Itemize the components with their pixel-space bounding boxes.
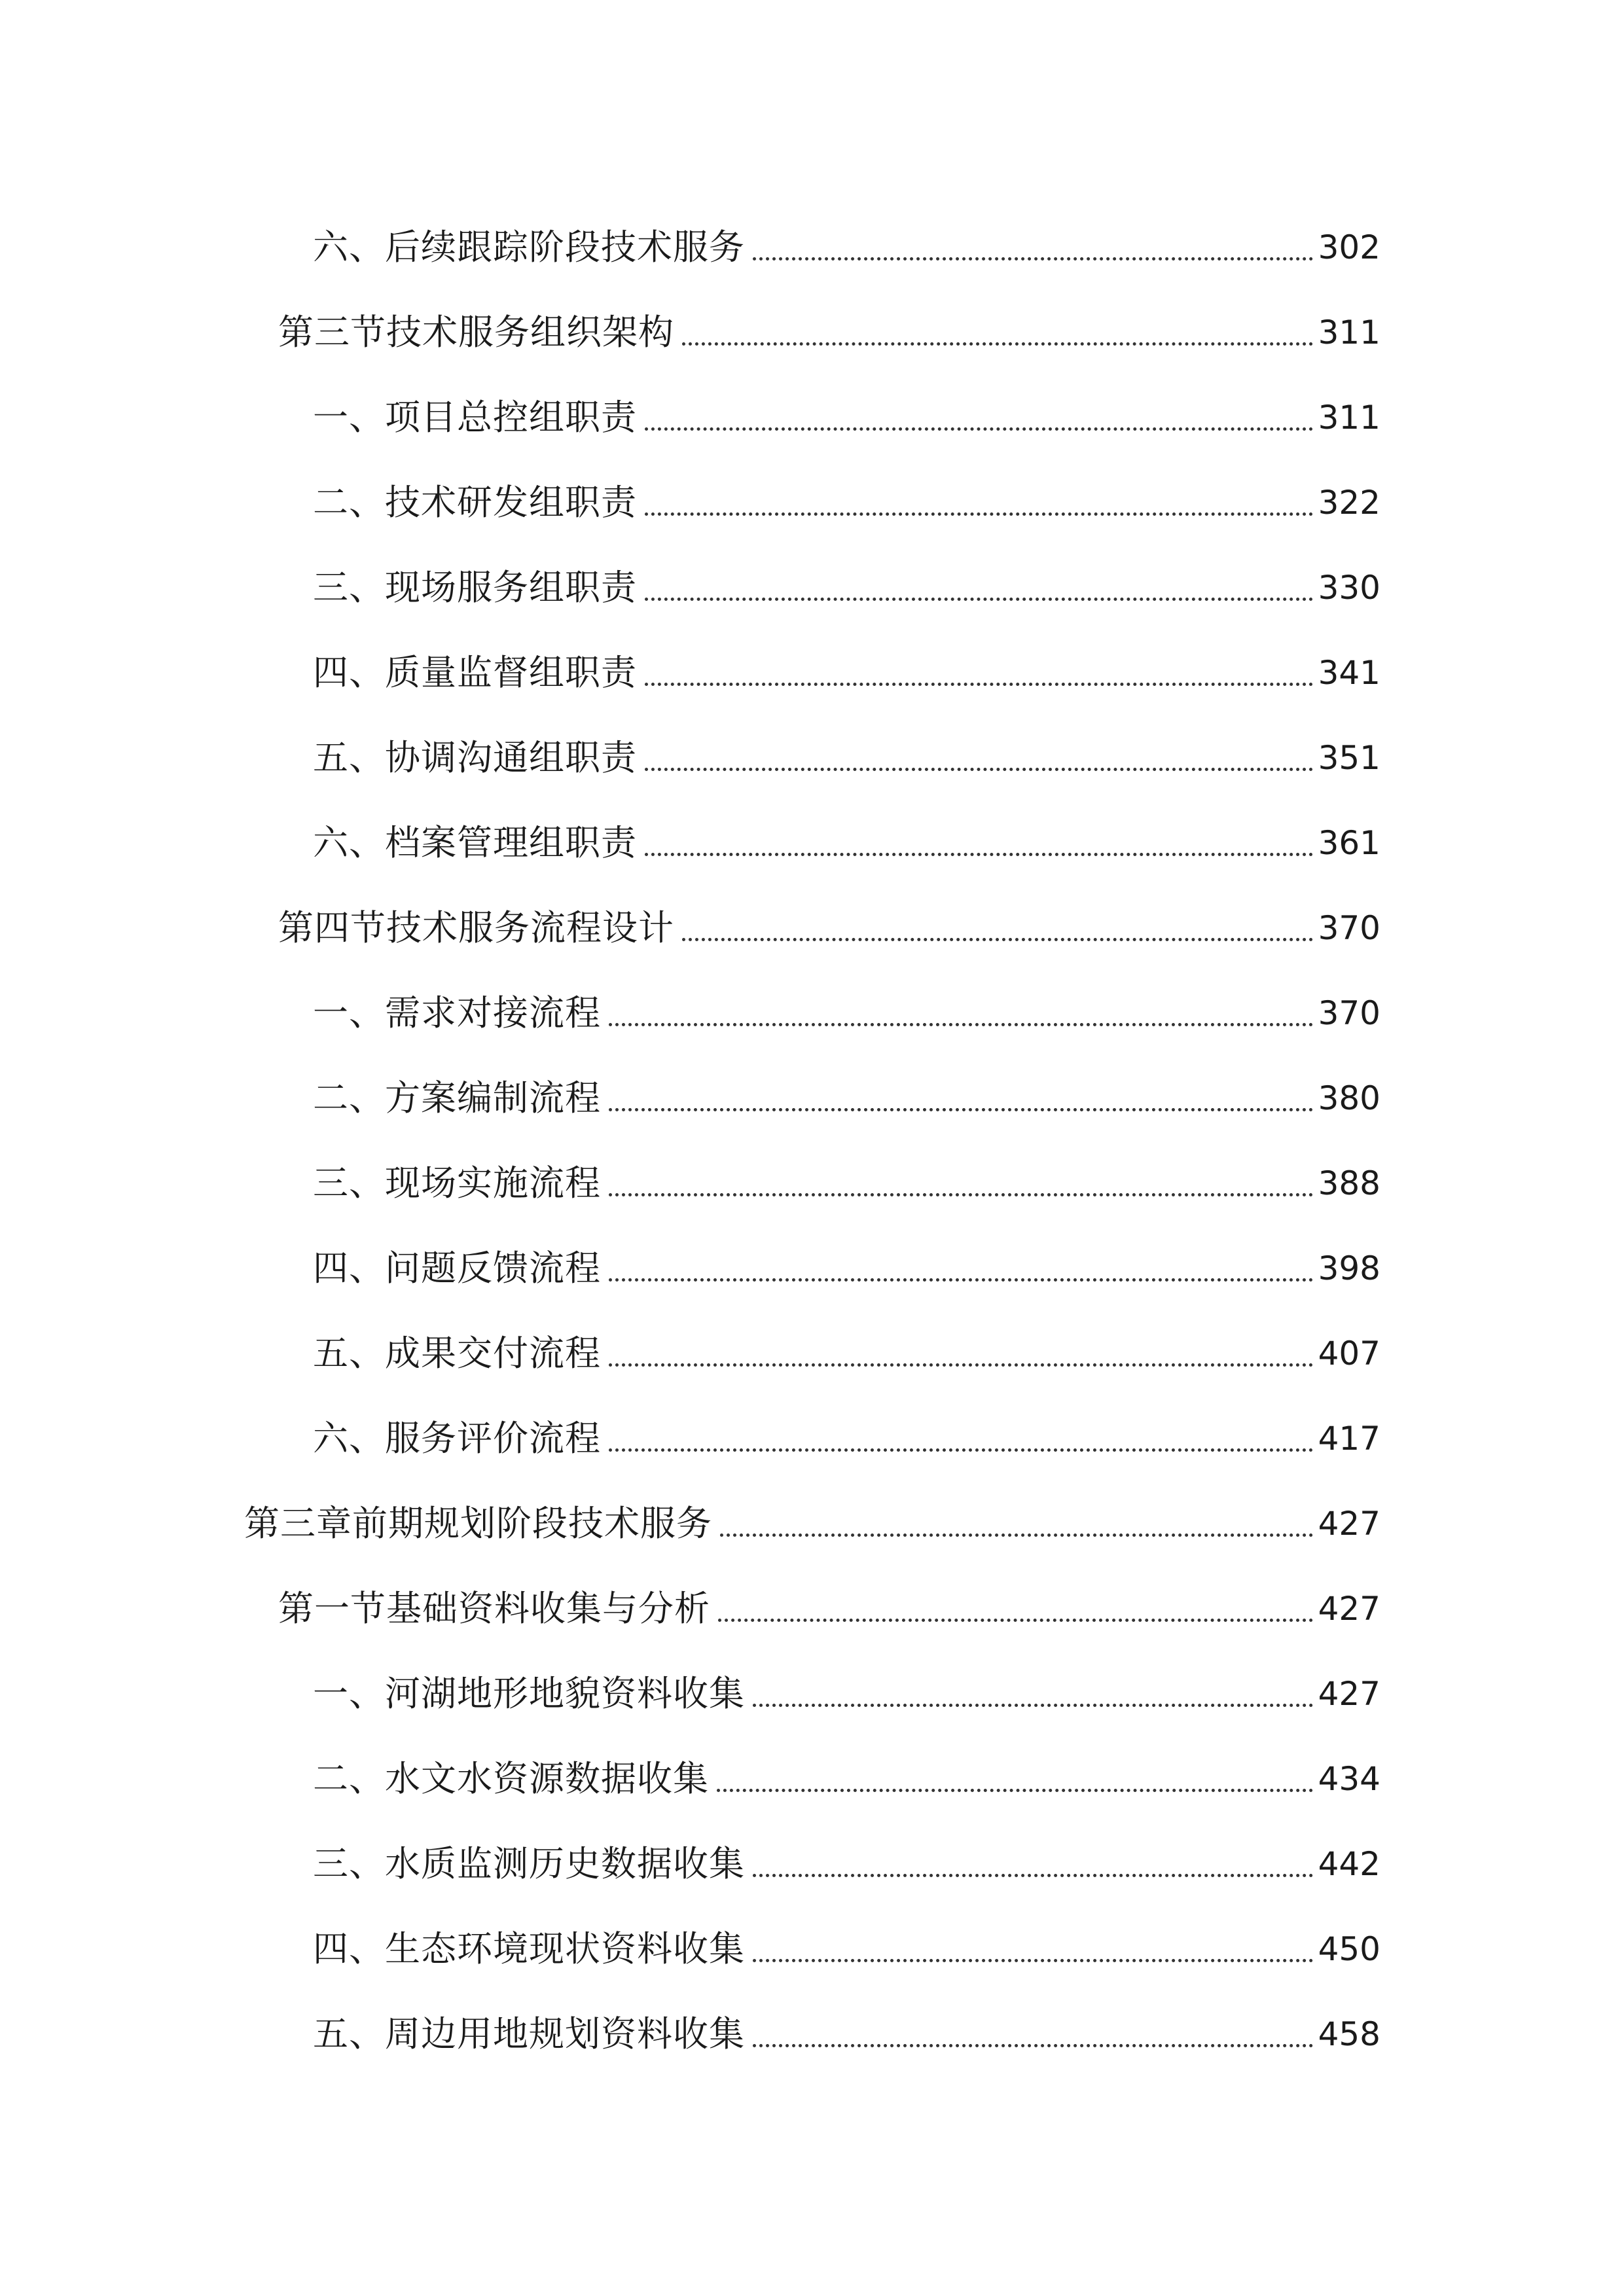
toc-entry-page-number: 311 <box>1318 314 1380 351</box>
toc-entry[interactable] <box>313 465 1380 524</box>
toc-entry-page-number: 370 <box>1318 909 1380 947</box>
toc-entry[interactable] <box>313 1826 1380 1885</box>
toc-entry-title: 六、档案管理组职责 <box>313 822 637 863</box>
toc-entry[interactable] <box>313 1316 1380 1374</box>
toc-entry[interactable] <box>244 1486 1380 1545</box>
toc-entry[interactable] <box>313 805 1380 864</box>
toc-entry-title: 四、生态环境现状资料收集 <box>313 1928 745 1969</box>
toc-entry-title: 五、协调沟通组职责 <box>313 737 637 778</box>
toc-entry-title: 五、成果交付流程 <box>313 1333 601 1374</box>
toc-entry-page-number: 361 <box>1318 824 1380 862</box>
toc-entry-title: 第三章前期规划阶段技术服务 <box>244 1503 712 1544</box>
dot-leader <box>609 1108 1313 1111</box>
toc-entry-title: 第三节技术服务组织架构 <box>278 312 674 353</box>
toc-entry-title: 五、周边用地规划资料收集 <box>313 2013 745 2054</box>
toc-entry-page-number: 341 <box>1318 654 1380 692</box>
toc-entry[interactable] <box>278 295 1380 353</box>
dot-leader <box>753 257 1313 260</box>
toc-entry-page-number: 442 <box>1318 1845 1380 1883</box>
toc-entry-title: 三、现场实施流程 <box>313 1162 601 1204</box>
toc-entry-title: 一、项目总控组职责 <box>313 397 637 438</box>
toc-entry-title: 二、方案编制流程 <box>313 1077 601 1119</box>
toc-entry-page-number: 427 <box>1318 1675 1380 1713</box>
toc-entry[interactable] <box>313 1656 1380 1715</box>
dot-leader <box>645 768 1313 771</box>
toc-entry-page-number: 322 <box>1318 484 1380 522</box>
toc-entry[interactable] <box>313 720 1380 779</box>
toc-entry[interactable] <box>313 1230 1380 1289</box>
toc-entry[interactable] <box>313 209 1380 268</box>
toc-entry[interactable] <box>313 1060 1380 1119</box>
toc-entry-title: 三、现场服务组职责 <box>313 567 637 608</box>
toc-entry-page-number: 380 <box>1318 1079 1380 1117</box>
dot-leader <box>609 1448 1313 1452</box>
toc-entry[interactable] <box>313 1741 1380 1800</box>
dot-leader <box>609 1193 1313 1196</box>
dot-leader <box>753 1704 1313 1707</box>
toc-entry-title: 第四节技术服务流程设计 <box>278 907 674 948</box>
toc-entry-title: 二、技术研发组职责 <box>313 482 637 523</box>
toc-entry-title: 二、水文水资源数据收集 <box>313 1758 709 1799</box>
dot-leader <box>609 1278 1313 1282</box>
dot-leader <box>645 683 1313 686</box>
toc-entry[interactable] <box>313 380 1380 439</box>
toc-entry-title: 第一节基础资料收集与分析 <box>278 1588 710 1629</box>
toc-entry-page-number: 450 <box>1318 1930 1380 1968</box>
dot-leader <box>717 1789 1313 1792</box>
toc-entry-title: 六、服务评价流程 <box>313 1418 601 1459</box>
dot-leader <box>720 1534 1313 1537</box>
dot-leader <box>753 1959 1313 1962</box>
toc-entry[interactable] <box>313 1911 1380 1970</box>
dot-leader <box>609 1363 1313 1367</box>
toc-entry[interactable] <box>313 1996 1380 2055</box>
toc-entry[interactable] <box>313 1145 1380 1204</box>
toc-entry[interactable] <box>313 975 1380 1034</box>
toc-entry[interactable] <box>313 1401 1380 1460</box>
toc-entry-page-number: 427 <box>1318 1505 1380 1543</box>
toc-entry-page-number: 302 <box>1318 228 1380 266</box>
toc-entry-title: 四、问题反馈流程 <box>313 1247 601 1289</box>
dot-leader <box>645 427 1313 431</box>
toc-entry-title: 四、质量监督组职责 <box>313 652 637 693</box>
toc-entry[interactable] <box>278 890 1380 949</box>
toc-entry[interactable] <box>313 550 1380 609</box>
toc-entry-title: 三、水质监测历史数据收集 <box>313 1843 745 1884</box>
dot-leader <box>609 1023 1313 1026</box>
toc-entry-page-number: 417 <box>1318 1420 1380 1458</box>
dot-leader <box>645 512 1313 516</box>
toc-entry[interactable] <box>278 1571 1380 1630</box>
toc-entry-page-number: 407 <box>1318 1335 1380 1372</box>
toc-entry-page-number: 330 <box>1318 569 1380 607</box>
toc-entry-page-number: 311 <box>1318 399 1380 437</box>
toc-entry-title: 一、河湖地形地貌资料收集 <box>313 1673 745 1714</box>
toc-entry-page-number: 434 <box>1318 1760 1380 1798</box>
dot-leader <box>682 342 1313 346</box>
dot-leader <box>645 853 1313 856</box>
dot-leader <box>682 938 1313 941</box>
dot-leader <box>645 598 1313 601</box>
dot-leader <box>718 1619 1313 1622</box>
toc-entry[interactable] <box>313 635 1380 694</box>
toc-entry-title: 六、后续跟踪阶段技术服务 <box>313 226 745 268</box>
toc-entry-page-number: 458 <box>1318 2015 1380 2053</box>
toc-entry-page-number: 427 <box>1318 1590 1380 1628</box>
dot-leader <box>753 1874 1313 1877</box>
toc-entry-page-number: 388 <box>1318 1164 1380 1202</box>
dot-leader <box>753 2044 1313 2047</box>
toc-entry-page-number: 398 <box>1318 1249 1380 1287</box>
toc-entry-title: 一、需求对接流程 <box>313 992 601 1033</box>
toc-entry-page-number: 370 <box>1318 994 1380 1032</box>
toc-entry-page-number: 351 <box>1318 739 1380 777</box>
